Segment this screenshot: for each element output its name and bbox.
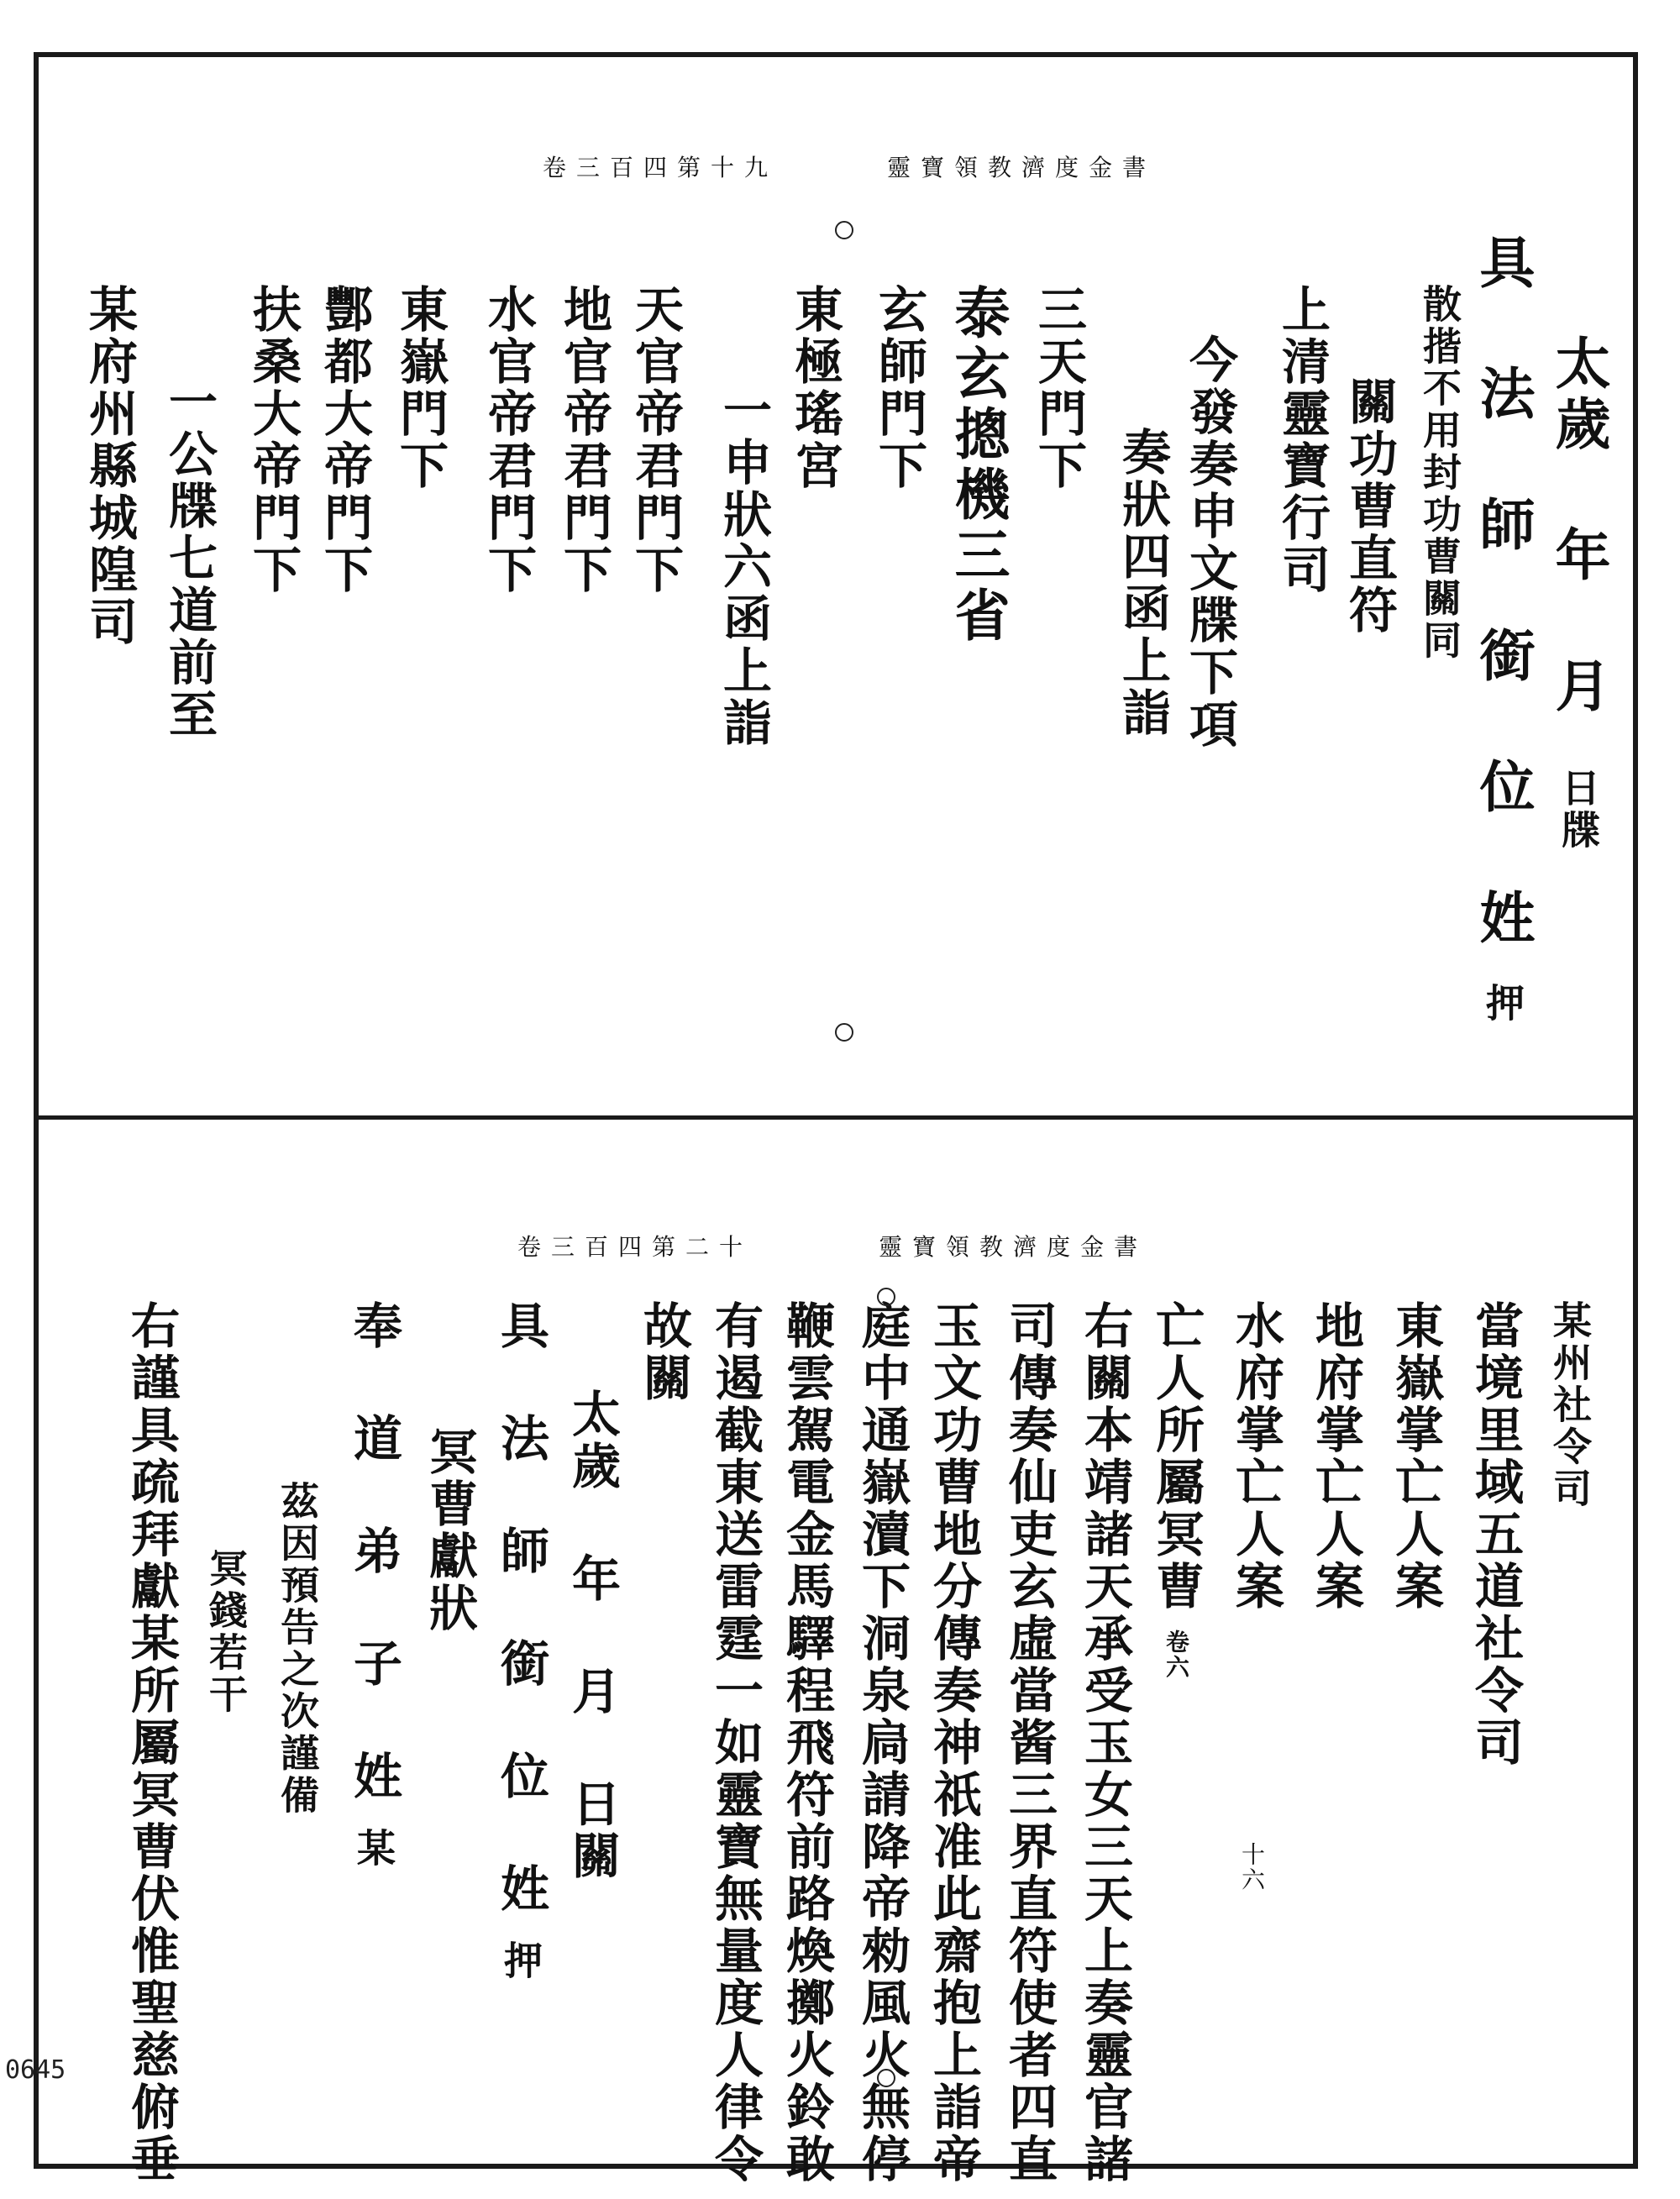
side-page-number: 0645 (5, 2055, 66, 2085)
upper-page-panel (39, 57, 1633, 1115)
lower-page-panel (39, 1120, 1633, 2186)
upper-header-volume: 卷三百四第十九 (543, 154, 779, 181)
lower-col-6 (1147, 1300, 1205, 1680)
upper-col-17: 酆都大帝門下 (316, 284, 373, 596)
upper-col-11: 東極瑤宮 (786, 284, 843, 492)
lower-col-13: 故關 (635, 1300, 692, 1404)
upper-col-15: 水官帝君門下 (480, 284, 537, 596)
lower-col-15 (492, 1300, 549, 1982)
upper-col-7: 奏狀四函上詣 (1114, 427, 1171, 739)
upper-col-20: 某府州縣城隍司 (81, 284, 138, 648)
lower-col-6-main: 亡人所屬冥曹 (1147, 1300, 1205, 1613)
lower-col-17-tail: 某 (351, 1828, 396, 1870)
upper-col-3: 散揩不用封功曹關同 (1417, 284, 1462, 662)
lower-col-15-tail: 押 (498, 1940, 543, 1982)
lower-margin-note: 十六 (1238, 1842, 1266, 1892)
upper-col-12: 一申狀六函上詣 (715, 385, 772, 749)
upper-header-title: 靈寶領教濟度金書 (887, 154, 1157, 181)
punch-hole-mark (835, 221, 853, 239)
upper-col-1-main: 太歲 年 月 (1546, 334, 1611, 717)
lower-col-11: 鞭雲駕電金馬驛程飛符前路煥擲火鈴敢 (778, 1300, 835, 2186)
upper-col-4: 關功曹直符 (1341, 376, 1398, 637)
upper-col-14: 地官帝君門下 (555, 284, 612, 596)
upper-col-19: 一公牒七道前至 (160, 376, 218, 741)
lower-col-9: 玉文功曹地分傳奏神祇准此齋抱上詣帝 (925, 1300, 982, 2186)
punch-hole-mark (877, 1288, 895, 1306)
lower-col-15-main: 具 法 師 銜 位 姓 (492, 1300, 549, 1915)
upper-col-1 (1546, 334, 1611, 852)
lower-col-17-main: 奉 道 弟 子 姓 (345, 1300, 402, 1803)
lower-col-20: 右謹具疏拜獻某所屬冥曹伏惟聖慈俯垂 (123, 1300, 180, 2186)
punch-hole-mark (835, 1023, 853, 1042)
lower-col-10: 庭中通嶽瀆下洞泉扃請降帝勑風火無停 (853, 1300, 911, 2186)
lower-header-volume: 卷三百四第二十 (517, 1233, 753, 1261)
lower-col-6-tail: 卷六 (1163, 1630, 1190, 1680)
lower-col-7: 右關本靖諸天承受玉女三天上奏靈官諸 (1076, 1300, 1133, 2186)
lower-header-title: 靈寶領教濟度金書 (879, 1233, 1148, 1261)
lower-col-2: 當境里域五道社令司 (1467, 1300, 1524, 1769)
upper-col-10: 玄師門下 (870, 284, 927, 492)
lower-col-8: 司傳奏仙吏玄虛當酱三界直符使者四直 (1000, 1300, 1058, 2186)
lower-col-16: 冥曹獻狀 (421, 1426, 478, 1635)
upper-col-5: 上清靈寶行司 (1273, 284, 1331, 596)
lower-col-17 (345, 1300, 402, 1870)
upper-col-13: 天官帝君門下 (627, 284, 684, 596)
lower-col-12: 有遏截東送雷霆一如靈寶無量度人律令 (706, 1300, 764, 2186)
lower-col-3: 東嶽掌亡人案 (1387, 1300, 1444, 1613)
upper-col-2-main: 具 法 師 銜 位 姓 (1470, 234, 1536, 949)
upper-col-1-tail: 日牒 (1556, 768, 1601, 852)
upper-col-2-tail: 押 (1480, 983, 1525, 1025)
upper-col-16: 東嶽門下 (391, 284, 449, 492)
lower-col-19: 冥錢若干 (203, 1548, 249, 1716)
punch-hole-mark (877, 2069, 895, 2087)
upper-col-18: 扶桑大帝門下 (244, 284, 302, 596)
lower-col-14: 太歲 年 月 日關 (564, 1388, 621, 1882)
lower-col-5: 水府掌亡人案 (1227, 1300, 1284, 1613)
upper-col-6: 今發奏申文牒下項 (1181, 334, 1238, 751)
lower-col-4: 地府掌亡人案 (1307, 1300, 1364, 1613)
lower-col-18: 茲因預告之次謹備 (275, 1481, 320, 1817)
lower-col-1: 某州社令司 (1547, 1300, 1593, 1510)
upper-col-8: 三天門下 (1030, 284, 1087, 492)
upper-col-9: 泰玄摠機三省 (945, 284, 1011, 647)
upper-col-2 (1470, 234, 1536, 1025)
